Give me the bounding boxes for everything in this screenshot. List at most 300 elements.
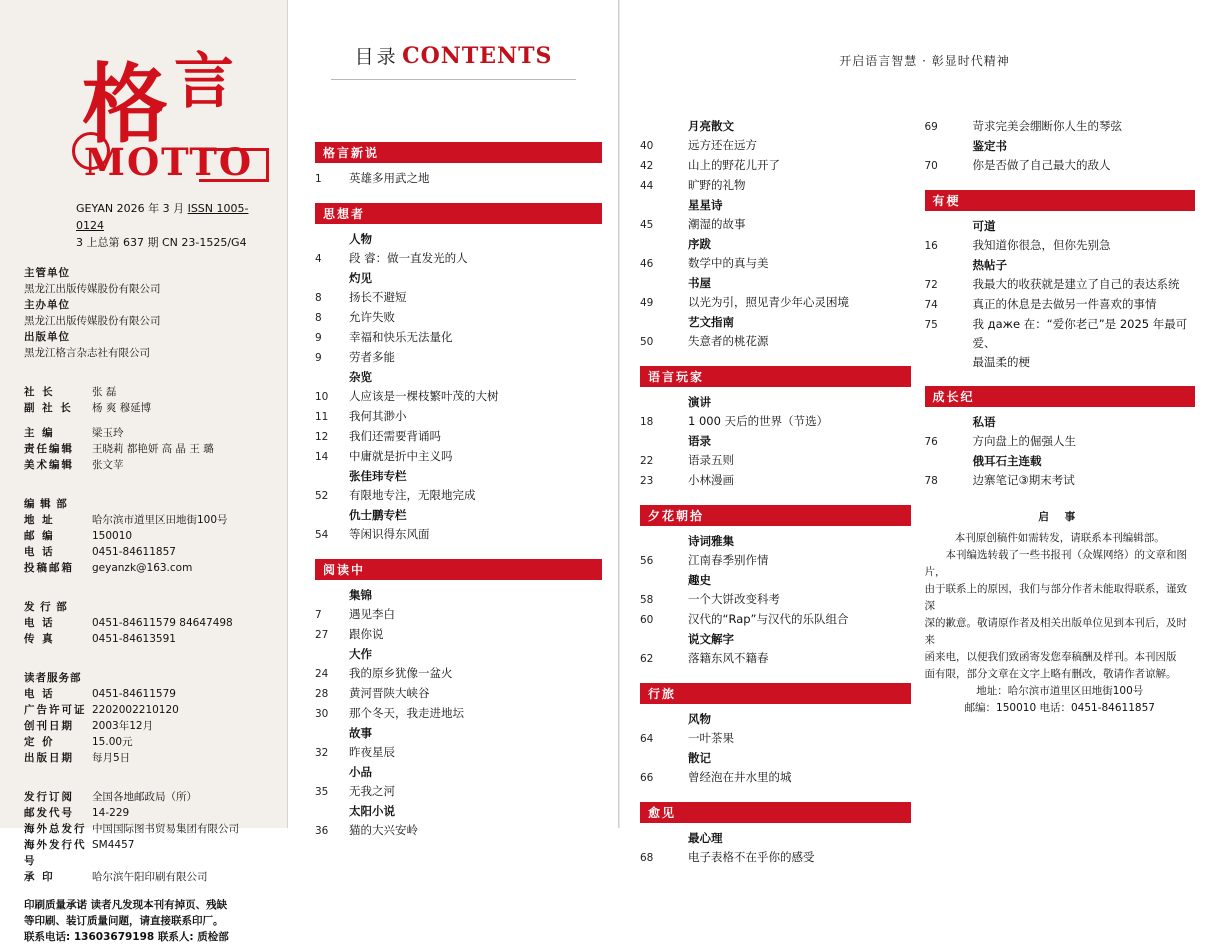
toc-entry-page: 40 <box>640 140 654 152</box>
notice-line-2: 由于联系上的原因，我们与部分作者未能取得联系，谨致深 <box>924 583 1187 612</box>
toc-entry-title: 诗词雅集 <box>688 534 734 548</box>
toc-entry[interactable] <box>925 452 1196 471</box>
block-line-1: 黑龙江出版传媒股份有限公司 <box>24 315 161 327</box>
toc-entry-page: 50 <box>640 336 654 348</box>
toc-entry-title: 远方还在远方 <box>688 138 757 152</box>
toc-entry[interactable] <box>925 137 1196 156</box>
toc-entry-title: 一个大饼改变科考 <box>688 592 780 606</box>
service-row-4 <box>24 750 263 766</box>
toc-entry-title: 我 даже 在：“爱你老己”是 2025 年最可爱、 <box>972 317 1188 350</box>
toc-entry[interactable] <box>640 848 911 868</box>
toc-entry-page: 16 <box>924 240 938 252</box>
toc-entry[interactable] <box>315 169 602 189</box>
toc-entry[interactable] <box>640 649 911 669</box>
toc-entry-page: 49 <box>640 297 654 309</box>
toc-entry-page: 23 <box>640 475 654 487</box>
editorial-row-1 <box>24 528 263 544</box>
editorial-row-0 <box>24 512 263 528</box>
toc-entry[interactable] <box>315 704 602 724</box>
toc-entry[interactable] <box>640 471 911 491</box>
subscribe-key-1: 邮发代号 <box>24 807 74 819</box>
toc-entry[interactable] <box>640 196 911 215</box>
contents-left-page <box>289 0 619 837</box>
magazine-logo <box>24 0 263 200</box>
toc-column-left <box>640 117 925 868</box>
toc-entry-title: 等闲识得东风面 <box>349 527 430 541</box>
toc-entry-page: 66 <box>640 772 654 784</box>
logo-char-ge: 格 <box>82 54 168 155</box>
toc-entry[interactable] <box>925 117 1196 137</box>
toc-entry-title: 演讲 <box>688 395 711 409</box>
distribution-block <box>24 599 263 647</box>
notice-line-3: 深的歉意。敬请原作者及相关出版单位见到本刊后，及时来 <box>924 617 1187 646</box>
toc-entry-title: 中庸就是折中主义吗 <box>349 449 453 463</box>
person-row-2 <box>24 425 263 441</box>
toc-entry-page: 74 <box>924 299 938 311</box>
toc-entry[interactable] <box>640 729 911 749</box>
notice-line-6: 地址：哈尔滨市道里区田地街100号 <box>976 685 1144 697</box>
toc-entry[interactable] <box>315 782 602 802</box>
quality-line-2: 联系电话: 13603679198 联系人: 质检部 <box>24 931 229 943</box>
toc-entry-page: 8 <box>315 292 322 304</box>
toc-entry-title: 月亮散文 <box>688 119 734 133</box>
toc-entry-title: 风物 <box>688 712 711 726</box>
subscribe-row-0 <box>24 789 263 805</box>
toc-entry-title: 集锦 <box>349 588 372 602</box>
toc-entry-title: 有限地专注，无限地完成 <box>349 488 476 502</box>
service-val-4: 每月5日 <box>92 752 131 764</box>
toc-entry[interactable] <box>925 413 1196 432</box>
service-val-0: 0451-84611579 <box>92 688 176 700</box>
toc-entry-page: 78 <box>924 475 938 487</box>
toc-entry-page: 56 <box>640 555 654 567</box>
issue-date: GEYAN 2026 年 3 月 <box>76 202 185 215</box>
toc-entry[interactable] <box>315 230 602 249</box>
toc-entry-title: 一叶茶果 <box>688 731 734 745</box>
block-line-2: 黑龙江格言杂志社有限公司 <box>24 347 150 359</box>
toc-entry[interactable] <box>640 590 911 610</box>
toc-entry[interactable] <box>640 136 911 156</box>
toc-entry[interactable] <box>640 393 911 412</box>
toc-entry[interactable] <box>315 368 602 387</box>
block-title-2: 出版单位 <box>24 331 70 343</box>
editorial-val-0: 哈尔滨市道里区田地街100号 <box>92 514 228 526</box>
toc-entry-page: 12 <box>315 431 329 443</box>
toc-entry-page: 44 <box>640 180 654 192</box>
subscribe-val-1: 14-229 <box>92 807 130 819</box>
toc-section-header[interactable]: 夕花朝拾 <box>640 505 911 526</box>
toc-entry[interactable] <box>640 313 911 332</box>
service-val-3: 15.00元 <box>92 736 133 748</box>
editorial-row-2 <box>24 544 263 560</box>
quality-note <box>24 897 263 945</box>
toc-entry-title: 语录 <box>688 434 711 448</box>
toc-entry-title: 落籍东风不籍春 <box>688 651 769 665</box>
toc-entry-title: 扬长不避短 <box>349 290 407 304</box>
toc-entry[interactable] <box>315 743 602 763</box>
toc-entry-page: 72 <box>924 279 938 291</box>
toc-entry[interactable] <box>315 802 602 821</box>
service-key-3: 定 价 <box>24 736 55 748</box>
toc-entry[interactable] <box>315 486 602 506</box>
notice-line-7: 邮编：150010 电话：0451-84611857 <box>964 702 1155 714</box>
toc-entry-title: 边寨笔记③期末考试 <box>972 473 1075 487</box>
toc-entry-title: 1 000 天后的世界（节选） <box>688 414 829 428</box>
editorial-email[interactable]: geyanzk@163.com <box>92 562 193 574</box>
toc-entry[interactable] <box>640 254 911 274</box>
toc-section-header[interactable]: 思想者 <box>315 203 602 224</box>
toc-entry[interactable] <box>640 215 911 235</box>
person-row-1 <box>24 400 263 416</box>
toc-entry-page: 64 <box>640 733 654 745</box>
toc-entry-title: 英雄多用武之地 <box>349 171 430 185</box>
toc-entry[interactable] <box>315 684 602 704</box>
toc-entry[interactable] <box>315 447 602 467</box>
toc-entry-title: 我们还需要背诵吗 <box>349 429 441 443</box>
running-head: 开启语言智慧 · 彰显时代精神 <box>839 54 1010 68</box>
toc-entry[interactable] <box>315 664 602 684</box>
toc-entry[interactable] <box>315 625 602 645</box>
distribution-row-0 <box>24 615 263 631</box>
title-divider <box>331 79 576 80</box>
masthead-column <box>0 0 288 943</box>
toc-entry[interactable] <box>925 295 1196 315</box>
toc-entry-title: 小林漫画 <box>688 473 734 487</box>
service-key-1: 广告许可证 <box>24 704 87 716</box>
toc-column-right <box>925 117 1210 868</box>
toc-entry[interactable] <box>925 432 1196 452</box>
service-val-2: 2003年12月 <box>92 720 154 732</box>
toc-section-header[interactable]: 有梗 <box>925 190 1196 211</box>
toc-entry-title: 电子表格不在乎你的感受 <box>688 850 815 864</box>
toc-entry[interactable] <box>640 293 911 313</box>
toc-section-header[interactable]: 行旅 <box>640 683 911 704</box>
distribution-val-0: 0451-84611579 84647498 <box>92 617 233 629</box>
person-name-2: 梁玉玲 <box>92 427 124 439</box>
toc-entry-title: 星星诗 <box>688 198 723 212</box>
service-val-1: 2202002210120 <box>92 704 179 716</box>
toc-entry-title: 黄河晋陕大峡谷 <box>349 686 430 700</box>
toc-entry-title: 趣史 <box>688 573 711 587</box>
subscribe-val-3: SM4457 <box>92 839 135 851</box>
person-role-2: 主 编 <box>24 427 55 439</box>
toc-entry-title: 人物 <box>349 232 372 246</box>
notice-line-4: 函来电，以便我们致函寄发您奉稿酬及样刊。本刊因版 <box>924 651 1177 663</box>
toc-entry[interactable] <box>315 288 602 308</box>
toc-entry-page: 32 <box>315 747 329 759</box>
toc-column-right-items <box>925 117 1196 491</box>
toc-entry[interactable] <box>640 117 911 136</box>
toc-entry-title: 杂览 <box>349 370 372 384</box>
toc-entry[interactable] <box>315 269 602 288</box>
toc-entry[interactable] <box>315 407 602 427</box>
toc-entry-title: 汉代的“Rap”与汉代的乐队组合 <box>688 612 849 626</box>
toc-entry-title: 太阳小说 <box>349 804 395 818</box>
editorial-key-3: 投稿邮箱 <box>24 562 74 574</box>
toc-entry-title: 私语 <box>972 415 996 429</box>
toc-entry-title: 那个冬天，我走进地坛 <box>349 706 464 720</box>
toc-entry[interactable] <box>315 821 602 841</box>
person-role-1: 副 社 长 <box>24 402 73 414</box>
person-role-4: 美术编辑 <box>24 459 74 471</box>
notice-line-0: 本刊原创稿件如需转发，请联系本刊编辑部。 <box>954 532 1165 544</box>
toc-entry-title: 可道 <box>972 219 996 233</box>
service-row-0 <box>24 686 263 702</box>
toc-entry[interactable] <box>925 236 1196 256</box>
toc-entry-title: 段 睿：做一直发光的人 <box>349 251 468 265</box>
toc-entry-title: 散记 <box>688 751 711 765</box>
toc-list-left <box>305 142 602 841</box>
toc-entry-title: 最心理 <box>688 831 723 845</box>
toc-entry-title: 潮湿的故事 <box>688 217 746 231</box>
toc-entry[interactable] <box>640 176 911 196</box>
toc-entry[interactable] <box>640 610 911 630</box>
toc-entry[interactable] <box>640 412 911 432</box>
service-title: 读者服务部 <box>24 672 82 684</box>
logo-motto-text: MOTTO <box>84 140 254 184</box>
toc-entry-page: 24 <box>315 668 329 680</box>
toc-entry-page: 27 <box>315 629 329 641</box>
toc-entry-page: 1 <box>315 173 322 185</box>
toc-entry-title: 昨夜星辰 <box>349 745 395 759</box>
toc-entry[interactable] <box>640 551 911 571</box>
toc-entry-title: 鉴定书 <box>972 139 1007 153</box>
subscribe-val-0: 全国各地邮政局（所） <box>92 791 197 803</box>
toc-entry[interactable] <box>315 328 602 348</box>
editorial-key-0: 地 址 <box>24 514 55 526</box>
toc-section-header[interactable]: 格言新说 <box>315 142 602 163</box>
toc-entry[interactable] <box>925 217 1196 236</box>
toc-entry-page: 9 <box>315 332 322 344</box>
toc-entry[interactable] <box>925 275 1196 295</box>
toc-entry-title: 说文解字 <box>688 632 734 646</box>
toc-entry[interactable] <box>315 724 602 743</box>
subscribe-key-3: 海外发行代号 <box>24 839 87 867</box>
notice-line-5: 面有限，部分文章在文字上略有删改，敬请作者谅解。 <box>924 668 1177 680</box>
toc-entry-title: 跟你说 <box>349 627 384 641</box>
toc-entry[interactable] <box>640 829 911 848</box>
toc-entry-title: 我知道你很急，但你先别急 <box>972 238 1111 252</box>
toc-entry[interactable] <box>925 471 1196 491</box>
toc-entry-title: 劳者多能 <box>349 350 395 364</box>
notice-title: 启 事 <box>1038 511 1082 523</box>
distribution-key-0: 电 话 <box>24 617 55 629</box>
toc-entry[interactable] <box>640 432 911 451</box>
distribution-key-1: 传 真 <box>24 633 55 645</box>
editorial-val-1: 150010 <box>92 530 133 542</box>
issue-line-2 <box>76 234 263 251</box>
toc-entry[interactable] <box>925 315 1196 353</box>
toc-entry-page: 7 <box>315 609 322 621</box>
toc-columns <box>640 117 1209 868</box>
toc-entry[interactable] <box>315 467 602 486</box>
toc-entry-title: 人应该是一棵枝繁叶茂的大树 <box>349 389 499 403</box>
quality-line-0: 印刷质量承诺 读者凡发现本刊有掉页、残缺 <box>24 899 228 911</box>
toc-entry-title: 以光为引，照见青少年心灵困境 <box>688 295 849 309</box>
toc-entry-title: 失意者的桃花源 <box>688 334 769 348</box>
notice-line-1: 本刊编选转载了一些书报刊（众媒网络）的文章和图片， <box>924 549 1187 578</box>
toc-section-header[interactable]: 阅读中 <box>315 559 602 580</box>
toc-entry[interactable] <box>640 332 911 352</box>
service-row-1 <box>24 702 263 718</box>
logo-bar-shape <box>199 148 269 182</box>
quality-line-1: 等印刷、装订质量问题，请直接联系印厂。 <box>24 915 224 927</box>
toc-entry-page: 75 <box>924 319 938 331</box>
editorial-row-3[interactable] <box>24 560 263 576</box>
toc-entry[interactable] <box>315 427 602 447</box>
issue-issn: ISSN 1005-0124 <box>76 202 249 232</box>
block-title-0: 主管单位 <box>24 267 70 279</box>
toc-section-header[interactable]: 语言玩家 <box>640 366 911 387</box>
person-name-0: 张 磊 <box>92 386 117 398</box>
toc-entry-title: 数学中的真与美 <box>688 256 769 270</box>
page-title-en: CONTENTS <box>402 43 553 69</box>
toc-entry-page: 36 <box>315 825 329 837</box>
toc-entry-title: 猫的大兴安岭 <box>349 823 418 837</box>
service-row-2 <box>24 718 263 734</box>
subscribe-key-2: 海外总发行 <box>24 823 87 835</box>
service-key-2: 创刊日期 <box>24 720 74 732</box>
toc-entry-page: 60 <box>640 614 654 626</box>
toc-entry[interactable] <box>925 256 1196 275</box>
page-title-cn: 目录 <box>354 46 399 68</box>
editor-notice <box>925 509 1196 717</box>
toc-section-header[interactable]: 成长纪 <box>925 386 1196 407</box>
toc-entry[interactable] <box>640 710 911 729</box>
toc-entry-page: 68 <box>640 852 654 864</box>
editorial-title: 编 辑 部 <box>24 498 68 510</box>
page-title <box>305 0 602 75</box>
toc-entry[interactable] <box>315 525 602 545</box>
toc-entry-title: 方向盘上的倔强人生 <box>972 434 1076 448</box>
toc-entry-title: 书屋 <box>688 276 711 290</box>
toc-entry-title: 苛求完美会绷断你人生的琴弦 <box>972 119 1122 133</box>
toc-entry[interactable] <box>925 156 1196 176</box>
toc-entry-title: 热帖子 <box>972 258 1007 272</box>
toc-entry[interactable] <box>315 249 602 269</box>
toc-entry[interactable] <box>640 749 911 768</box>
toc-entry[interactable] <box>315 308 602 328</box>
toc-entry[interactable] <box>640 532 911 551</box>
service-key-0: 电 话 <box>24 688 55 700</box>
toc-entry-title: 我何其渺小 <box>349 409 407 423</box>
toc-entry[interactable] <box>640 571 911 590</box>
toc-entry[interactable] <box>315 645 602 664</box>
toc-entry-title: 我的原乡犹像一盆火 <box>349 666 453 680</box>
person-row-0 <box>24 384 263 400</box>
toc-entry-title: 无我之河 <box>349 784 395 798</box>
toc-entry-title: 允许失败 <box>349 310 395 324</box>
toc-entry-title: 曾经泡在井水里的城 <box>688 770 792 784</box>
toc-entry[interactable] <box>315 605 602 625</box>
editorial-key-1: 邮 编 <box>24 530 55 542</box>
issue-line-1 <box>76 200 263 234</box>
toc-entry-page: 8 <box>315 312 322 324</box>
toc-entry[interactable] <box>640 156 911 176</box>
toc-entry[interactable] <box>640 630 911 649</box>
toc-entry-title: 小品 <box>349 765 372 779</box>
distribution-val-1: 0451-84613591 <box>92 633 176 645</box>
toc-entry-title: 旷野的礼物 <box>688 178 746 192</box>
toc-entry-title: 遇见李白 <box>349 607 395 621</box>
person-role-0: 社 长 <box>24 386 55 398</box>
distribution-title: 发 行 部 <box>24 601 68 613</box>
toc-entry-page: 35 <box>315 786 329 798</box>
toc-entry[interactable] <box>925 353 1196 372</box>
publisher-blocks <box>24 265 263 361</box>
toc-entry-title: 江南春季别作情 <box>688 553 769 567</box>
person-name-4: 张文苹 <box>92 459 124 471</box>
toc-entry-page: 11 <box>315 411 329 423</box>
toc-entry-page: 76 <box>924 436 938 448</box>
toc-entry[interactable] <box>640 768 911 788</box>
toc-entry-title: 大作 <box>349 647 372 661</box>
toc-entry-page: 45 <box>640 219 654 231</box>
toc-entry-page: 30 <box>315 708 329 720</box>
subscribe-key-0: 发行订阅 <box>24 791 74 803</box>
toc-entry-page: 14 <box>315 451 329 463</box>
toc-entry-title: 艺文指南 <box>688 315 734 329</box>
subscribe-val-4: 哈尔滨午阳印刷有限公司 <box>92 871 208 883</box>
toc-entry-page: 70 <box>924 160 938 172</box>
toc-entry-page: 18 <box>640 416 654 428</box>
toc-entry[interactable] <box>315 586 602 605</box>
subscribe-row-4 <box>24 869 263 885</box>
toc-entry[interactable] <box>315 348 602 368</box>
logo-char-yan: 言 <box>174 47 234 117</box>
issue-number: 3 上总第 637 期 <box>76 236 159 249</box>
person-row-4 <box>24 457 263 473</box>
toc-entry-page: 54 <box>315 529 329 541</box>
editorial-block <box>24 496 263 576</box>
toc-entry-title: 张佳玮专栏 <box>349 469 407 483</box>
toc-entry-page: 42 <box>640 160 654 172</box>
toc-entry-page: 10 <box>315 391 329 403</box>
issue-cn: CN 23-1525/G4 <box>161 236 247 249</box>
toc-entry-page: 46 <box>640 258 654 270</box>
toc-entry-page: 22 <box>640 455 654 467</box>
block-title-1: 主办单位 <box>24 299 70 311</box>
toc-entry-title: 语录五则 <box>688 453 734 467</box>
subscribe-block <box>24 789 263 885</box>
toc-entry-title: 俄耳石主连载 <box>972 454 1042 468</box>
toc-entry-title: 我最大的收获就是建立了自己的表达系统 <box>972 277 1180 291</box>
subscribe-row-3 <box>24 837 263 869</box>
toc-entry[interactable] <box>315 387 602 407</box>
person-name-3: 王晓莉 都艳妍 高 晶 王 璐 <box>92 443 214 455</box>
toc-entry[interactable] <box>640 451 911 471</box>
toc-entry[interactable] <box>640 274 911 293</box>
toc-entry-title: 灼见 <box>349 271 372 285</box>
subscribe-val-2: 中国国际图书贸易集团有限公司 <box>92 823 239 835</box>
person-name-1: 杨 爽 穆延博 <box>92 402 152 414</box>
toc-entry-page: 62 <box>640 653 654 665</box>
subscribe-row-1 <box>24 805 263 821</box>
toc-section-header[interactable]: 愈见 <box>640 802 911 823</box>
toc-entry[interactable] <box>640 235 911 254</box>
toc-entry-page: 9 <box>315 352 322 364</box>
toc-entry-page: 69 <box>924 121 938 133</box>
distribution-row-1 <box>24 631 263 647</box>
toc-entry-title: 你是否做了自己最大的敌人 <box>972 158 1111 172</box>
people-list <box>24 384 263 473</box>
toc-entry-page: 4 <box>315 253 322 265</box>
toc-entry-title: 最温柔的梗 <box>972 355 1030 369</box>
service-block <box>24 670 263 766</box>
toc-entry[interactable] <box>315 763 602 782</box>
subscribe-row-2 <box>24 821 263 837</box>
toc-entry[interactable] <box>315 506 602 525</box>
